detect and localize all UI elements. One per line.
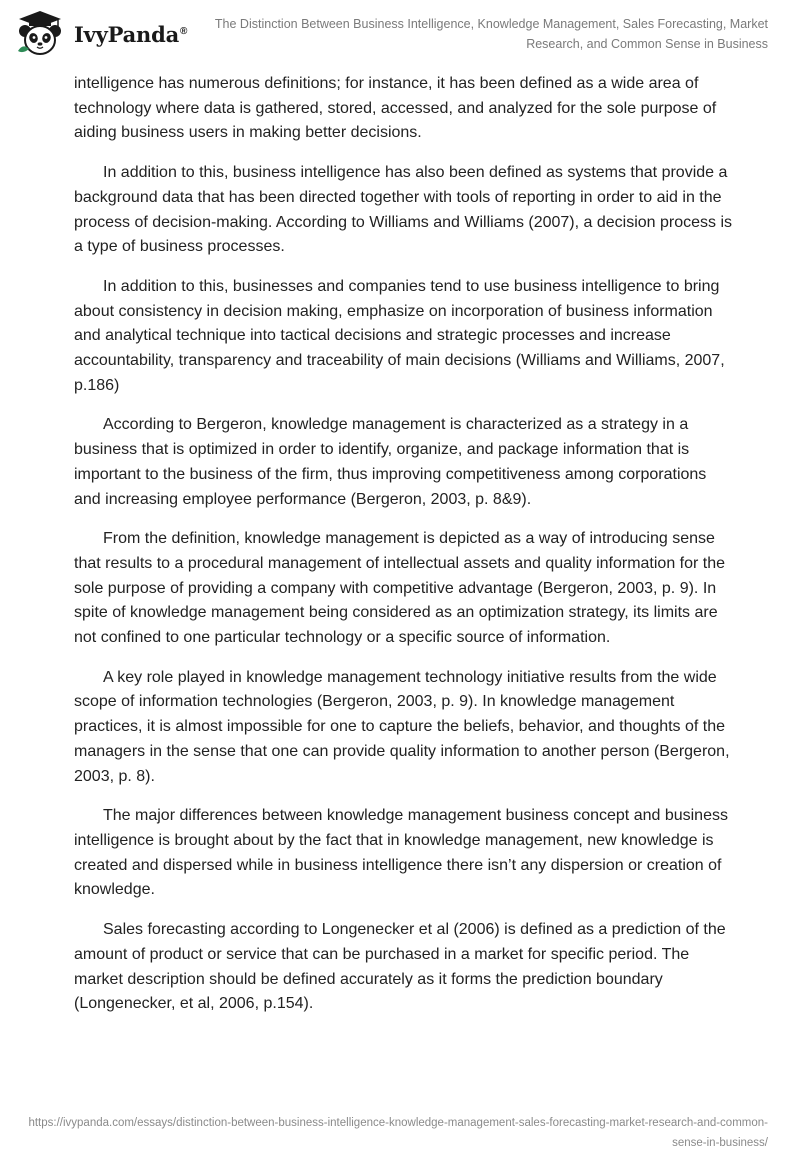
panda-graduate-icon xyxy=(14,7,66,59)
paragraph: The major differences between knowledge management business concept and business intelligence is brought about by the fact that in knowledge management, new knowledge is created and dispersed while in business intelligence there isn’t any dispersion or creation of knowledge. xyxy=(74,807,728,899)
document-title: The Distinction Between Business Intelligence, Knowledge Management, Sales Forecasting, Market Research, and Common Sense in Business xyxy=(214,17,768,51)
essay-body xyxy=(74,72,734,1032)
paragraph: Sales forecasting according to Longenecker et al (2006) is defined as a prediction of the amount of product or service that can be purchased in a market for specific period. The market description should be defined accurately as it forms the prediction boundary (Longenecker, et al, 2006, p.154). xyxy=(74,921,726,1013)
page-header xyxy=(0,0,800,66)
paragraph: intelligence has numerous definitions; for instance, it has been defined as a wide area of technology where data is gathered, stored, accessed, and analyzed for the sole purpose of aiding business users in making better decisions. xyxy=(74,75,717,142)
paragraph: According to Bergeron, knowledge management is characterized as a strategy in a business that is optimized in order to identify, organize, and package information that is important to the business of the firm, thus improving competitiveness among corporations and increasing employee performance (Bergeron, 2003, p. 8&9). xyxy=(74,416,707,508)
paragraph: From the definition, knowledge management is depicted as a way of introducing sense that results to a procedural management of intellectual assets and quality information for the sole purpose of providing a company with competitive advantage (Bergeron, 2003, p. 9). In spite of knowledge management being considered as an optimization strategy, its limits are not confined to one particular technology or a specific source of information. xyxy=(74,530,726,647)
source-url[interactable]: https://ivypanda.com/essays/distinction-between-business-intelligence-knowledge-management-sales-forecasting-market-research-and-common-sense-in-business/ xyxy=(28,1117,768,1149)
paragraph: In addition to this, business intelligence has also been defined as systems that provide a background data that has been directed together with tools of reporting in order to aid in the process of decision-making. According to Williams and Williams (2007), a decision process is a type of business processes. xyxy=(74,164,733,256)
registered-mark: ® xyxy=(180,25,188,37)
paragraph: A key role played in knowledge management technology initiative results from the wide scope of information technologies (Bergeron, 2003, p. 9). In knowledge management practices, it is almost impossible for one to capture the beliefs, behavior, and thoughts of the managers in the sense that one can provide quality information to another person (Bergeron, 2003, p. 8). xyxy=(74,668,730,785)
paragraph: In addition to this, businesses and companies tend to use business intelligence to bring about consistency in decision making, emphasize on incorporation of business information and analytical technique into tactical decisions and strategic processes and increase accountability, transparency and traceability of main decisions (Williams and Williams, 2007, p.186) xyxy=(74,277,725,394)
brand-logo[interactable] xyxy=(14,7,204,59)
brand-name: IvyPanda® xyxy=(74,21,188,47)
